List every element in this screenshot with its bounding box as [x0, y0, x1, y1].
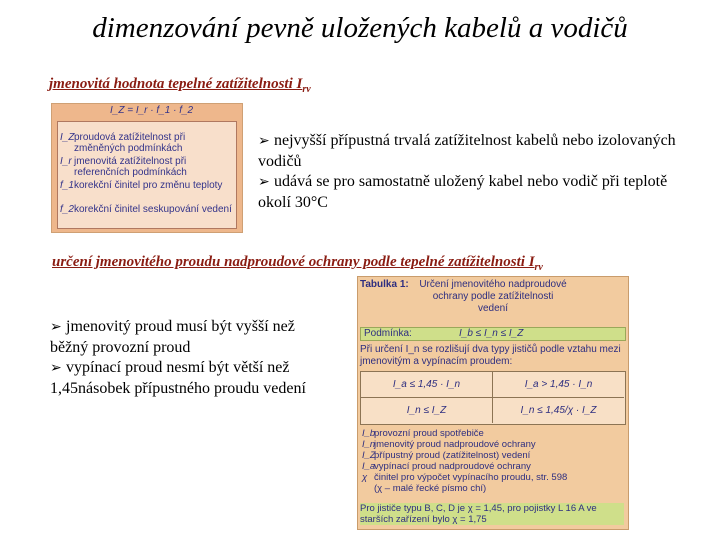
page-title: dimenzování pevně uložených kabelů a vodičů: [92, 12, 628, 44]
breaker-type-grid: [360, 371, 626, 425]
legend-text: proudová zatížitelnost při změněných podmínkách: [74, 132, 186, 154]
legend-symbol: I_a: [362, 461, 376, 472]
table-info-text: Při určení I_n se rozlišují dva typy jističů podle vztahu mezi jmenovitým a vypínacím proudem:: [360, 344, 621, 367]
section2-heading: [52, 254, 543, 273]
legend-text: jmenovitá zatížitelnost při referenčních podmínkách: [74, 156, 187, 178]
arrow-bullet-icon: ➢: [50, 320, 62, 335]
legend-symbol: I_Z: [60, 132, 75, 143]
section1-bullets: [258, 131, 678, 213]
legend-symbol: I_n: [362, 439, 376, 450]
table-cell: I_n ≤ I_Z: [361, 398, 493, 423]
formula-text: I_Z = I_r · f_1 · f_2: [110, 105, 194, 116]
section1-heading-text: jmenovitá hodnota tepelné zatížitelnosti I: [49, 76, 303, 92]
protection-table: [357, 276, 629, 530]
bullet-item: [258, 172, 678, 213]
formula-legend: [57, 121, 237, 229]
section2-bullets: [50, 317, 320, 399]
bullet-item: [50, 358, 320, 399]
arrow-bullet-icon: ➢: [258, 175, 270, 190]
arrow-bullet-icon: ➢: [50, 361, 62, 376]
legend-text: jmenovitý proud nadproudové ochrany: [374, 439, 536, 450]
table-condition: [360, 327, 626, 341]
bullet-item: [50, 317, 320, 358]
condition-formula: I_b ≤ I_n ≤ I_Z: [459, 328, 524, 339]
table-caption-label: Tabulka 1:: [360, 279, 409, 290]
legend-text: (χ – malé řecké písmo chí): [374, 483, 487, 494]
table-caption: [360, 279, 626, 314]
legend-symbol: f_1: [60, 180, 74, 191]
legend-text: vypínací proud nadproudové ochrany: [374, 461, 531, 472]
bullet-text: nejvyšší přípustná trvalá zatížitelnost kabelů nebo izolovaných vodičů: [258, 132, 676, 170]
formula-box: [51, 103, 243, 233]
legend-text: korekční činitel pro změnu teploty: [74, 180, 223, 191]
legend-symbol: I_r: [60, 156, 72, 167]
legend-symbol: χ: [362, 472, 368, 483]
legend-text: provozní proud spotřebiče: [374, 428, 484, 439]
legend-symbol: I_b: [362, 428, 376, 439]
section1-heading: [49, 76, 311, 95]
section1-heading-subscript: rv: [302, 84, 311, 95]
legend-symbol: f_2: [60, 204, 74, 215]
legend-text: přípustný proud (zatížitelnost) vedení: [374, 450, 531, 461]
legend-text: činitel pro výpočet vypínacího proudu, str. 598: [374, 472, 568, 483]
legend-symbol: I_Z: [362, 450, 376, 461]
section2-heading-text: určení jmenovitého proudu nadproudové ochrany podle tepelné zatížitelnosti I: [52, 254, 535, 270]
table-footer: Pro jističe typu B, C, D je χ = 1,45, pro pojistky L 16 A ve starších zařízení bylo χ = 1,75: [360, 503, 624, 525]
table-cell: I_n ≤ 1,45/χ · I_Z: [520, 405, 597, 416]
table-caption-text: Určení jmenovitého nadproudové ochrany podle zatížitelnosti vedení: [419, 279, 567, 314]
table-cell: I_a ≤ 1,45 · I_n: [361, 372, 493, 398]
bullet-item: [258, 131, 678, 172]
bullet-text: vypínací proud nesmí být větší než 1,45násobek přípustného proudu vedení: [50, 359, 306, 397]
arrow-bullet-icon: ➢: [258, 134, 270, 149]
section2-heading-subscript: rv: [534, 262, 543, 273]
table-cell: I_a > 1,45 · I_n: [493, 372, 624, 398]
legend-text: korekční činitel seskupování vedení: [74, 204, 232, 215]
bullet-text: jmenovitý proud musí být vyšší než běžný provozní proud: [50, 318, 295, 356]
bullet-text: udává se pro samostatně uložený kabel nebo vodič při teplotě okolí 30°C: [258, 173, 668, 211]
condition-label: Podmínka:: [364, 328, 412, 339]
